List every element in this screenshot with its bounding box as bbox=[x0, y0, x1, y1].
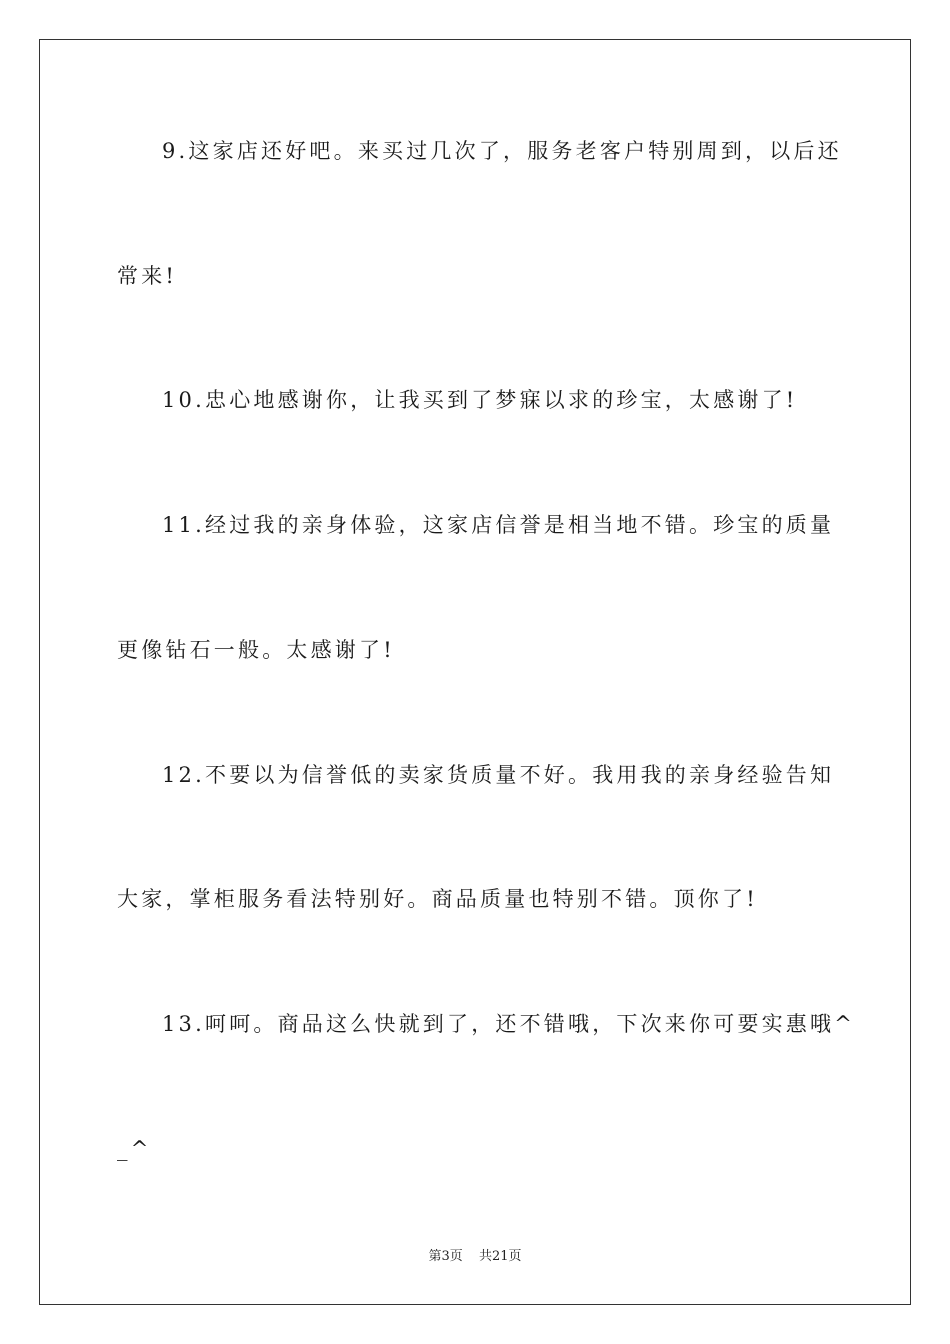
paragraph-13-line-2: _^ bbox=[117, 1137, 152, 1161]
paragraph-9-line-1: 9.这家店还好吧。来买过几次了，服务老客户特别周到，以后还 bbox=[162, 139, 842, 163]
paragraph-13-line-1: 13.呵呵。商品这么快就到了，还不错哦，下次来你可要实惠哦^ bbox=[162, 1012, 855, 1036]
paragraph-11-line-1: 11.经过我的亲身体验，这家店信誉是相当地不错。珍宝的质量 bbox=[162, 513, 835, 537]
paragraph-11-line-2: 更像钻石一般。太感谢了! bbox=[117, 638, 395, 662]
page-border bbox=[39, 39, 911, 1305]
paragraph-10-line-1: 10.忠心地感谢你，让我买到了梦寐以求的珍宝，太感谢了! bbox=[162, 388, 798, 412]
paragraph-12-line-1: 12.不要以为信誉低的卖家货质量不好。我用我的亲身经验告知 bbox=[162, 763, 835, 787]
paragraph-12-line-2: 大家，掌柜服务看法特别好。商品质量也特别不错。顶你了! bbox=[117, 887, 758, 911]
page-footer bbox=[0, 1248, 950, 1266]
total-pages: 共21页 bbox=[478, 1249, 522, 1264]
paragraph-9-line-2: 常来! bbox=[117, 264, 178, 288]
page-number: 第3页 bbox=[428, 1249, 463, 1264]
